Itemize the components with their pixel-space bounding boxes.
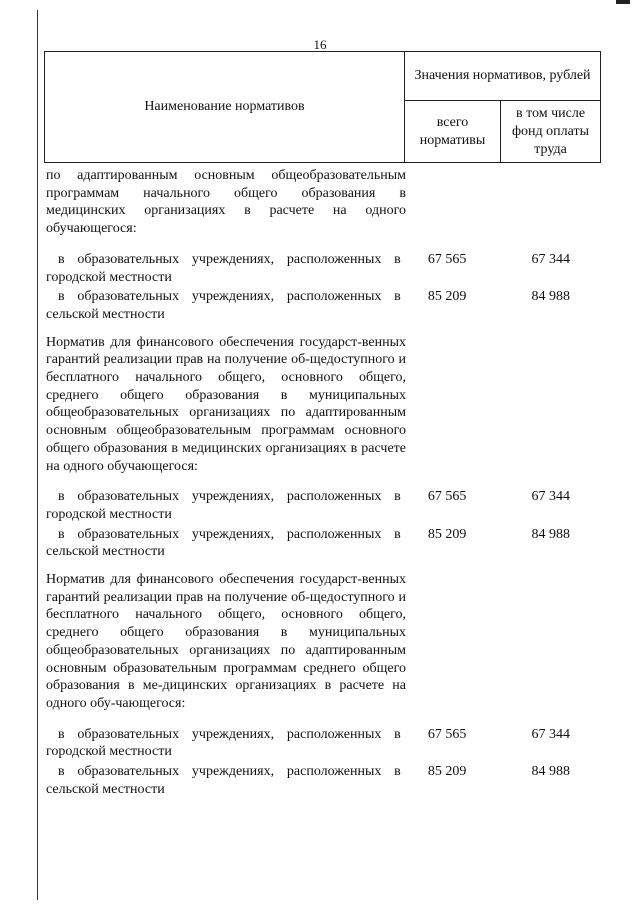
row-fund-value: 67 344 [531,251,570,267]
norm-description: по адаптированным основным общеобразовательным программам начального общего образования в медицинских организациях в расчете на одного обучающегося: [46,168,406,237]
row-total-value: 85 209 [427,289,467,305]
row-name: в образовательных учреждениях, расположенных в городской местности [46,251,401,285]
table-header [44,51,601,163]
norm-section [46,334,602,561]
row-total-value: 85 209 [427,764,467,780]
table-row [46,251,602,286]
table-row [46,526,602,561]
header-total-column: всего нормативы [405,101,501,163]
corner-mark [616,0,630,4]
norm-section [46,571,602,798]
row-total-value: 85 209 [427,526,467,542]
table-body [46,167,602,809]
row-name: в образовательных учреждениях, расположенных в сельской местности [46,289,401,322]
norm-description: Норматив для финансового обеспечения государст-венных гарантий реализации прав на получение об-щедоступного и бесплатного начального общего, основного общего, среднего общего образования в муниципальных общеобразовательных организациях по адаптированным основным образовательным программам среднего общего образования в ме-дицинских организациях в расчете на одного обу-чающегося: [46,572,406,711]
row-total-value: 67 565 [427,726,467,742]
row-total-value: 67 565 [427,251,467,267]
table-row [46,726,602,761]
row-name: в образовательных учреждениях, расположенных в сельской местности [46,764,401,797]
table-row [46,763,602,798]
table-row [46,488,602,523]
header-values-group: Значения нормативов, рублей [405,52,601,101]
page-number: 16 [313,37,327,52]
row-total-value: 67 565 [427,489,467,505]
table-row [46,288,602,323]
row-name: в образовательных учреждениях, расположенных в городской местности [46,726,401,760]
header-fund-column: в том числе фонд оплаты труда [501,101,601,163]
norm-section [46,167,602,324]
row-fund-value: 67 344 [531,489,570,505]
row-name: в образовательных учреждениях, расположенных в сельской местности [46,526,401,560]
page-edge-line [37,10,38,900]
row-name: в образовательных учреждениях, расположенных в городской местности [46,489,401,522]
row-fund-value: 84 988 [531,764,570,780]
norm-description: Норматив для финансового обеспечения государст-венных гарантий реализации прав на получение об-щедоступного и бесплатного начального общего, основного общего, среднего общего образования в муниципальных общеобразовательных организациях по адаптированным основным общеобразовательным программам основного общего образования в медицинских организациях в расчете на одного обучающегося: [46,334,406,474]
row-fund-value: 84 988 [531,526,570,542]
row-fund-value: 84 988 [531,289,570,305]
header-name-column: Наименование нормативов [45,52,405,163]
row-fund-value: 67 344 [531,726,570,742]
